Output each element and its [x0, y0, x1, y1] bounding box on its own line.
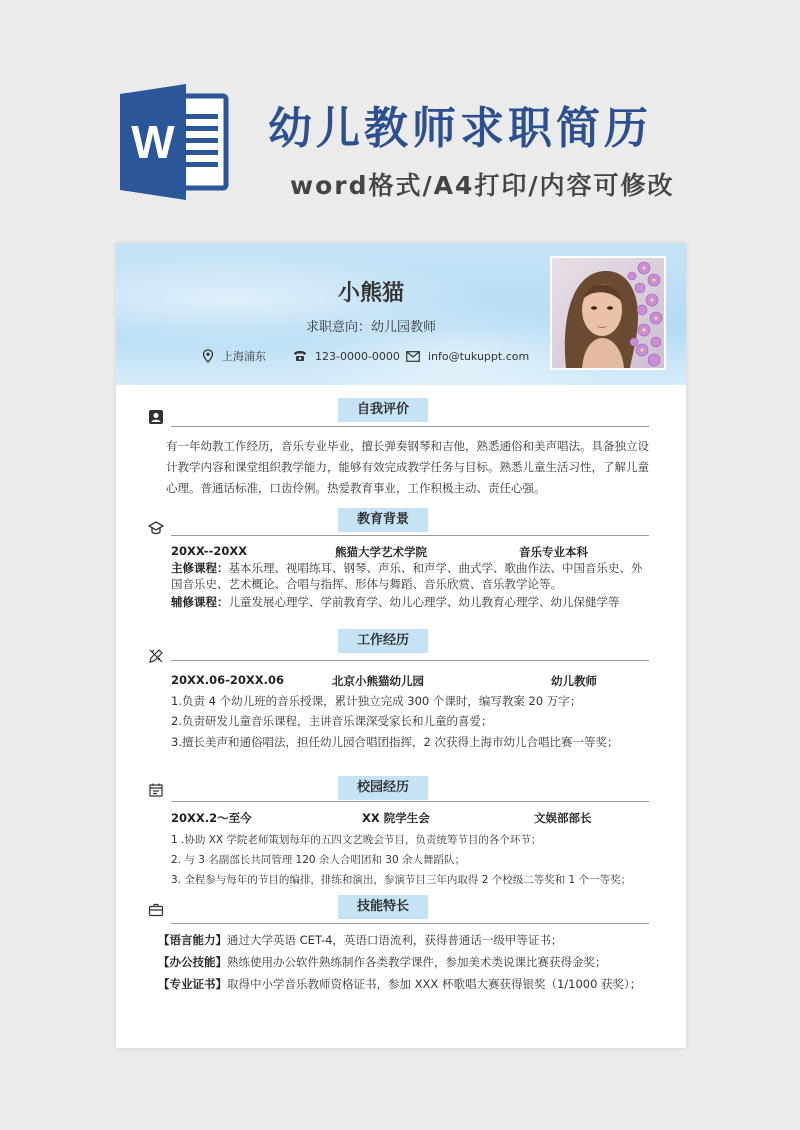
campus-role: 文娱部部长	[534, 811, 592, 825]
main-courses-label: 主修课程：	[171, 561, 229, 575]
skill-label: 【办公技能】	[158, 955, 227, 969]
work-item: 3.擅长美声和通俗唱法，担任幼儿园合唱团指挥，2 次获得上海市幼儿合唱比赛一等奖；	[171, 735, 619, 749]
word-letter: W	[131, 116, 175, 168]
campus-item: 3. 全程参与每年的节目的编排，排练和演出，参演节目三年内取得 2 个校级二等奖和 1 个一等奖；	[171, 874, 632, 886]
contact-email[interactable]	[406, 347, 529, 365]
section-divider	[171, 923, 649, 924]
section-title-education: 教育背景	[338, 508, 428, 532]
skill-label: 【语言能力】	[158, 933, 227, 947]
section-title-skills: 技能特长	[338, 895, 428, 919]
email-text[interactable]: info@tukuppt.com	[428, 349, 530, 363]
campus-period: 20XX.2～至今	[171, 811, 252, 825]
word-app-icon	[118, 82, 238, 202]
campus-item: 2. 与 3 名副部长共同管理 120 余人合唱团和 30 余人舞蹈队；	[171, 854, 465, 866]
phone-icon	[293, 350, 307, 362]
skill-item	[158, 932, 562, 948]
section-title-work: 工作经历	[338, 629, 428, 653]
skill-text: 通过大学英语 CET-4，英语口语流利，获得普通话一级甲等证书；	[227, 933, 563, 947]
campus-org: XX 院学生会	[362, 811, 430, 825]
skill-text: 熟练使用办公软件熟练制作各类教学课件，参加美术类说课比赛获得金奖；	[227, 955, 607, 969]
section-divider	[171, 801, 649, 802]
work-role: 幼儿教师	[551, 674, 597, 688]
section-divider	[171, 426, 649, 427]
edu-main-courses	[171, 560, 643, 576]
edu-main-courses-cont: 国音乐史、艺术概论、合唱与指挥、形体与舞蹈、音乐欣赏、音乐教学论等。	[171, 577, 562, 591]
campus-item: 1 .协助 XX 学院老师策划每年的五四文艺晚会节目，负责统筹节目的各个环节；	[171, 834, 542, 846]
self-line: 计教学内容和课堂组织教学能力，能够有效完成教学任务与目标。熟悉儿童生活习性，了解儿童	[166, 460, 649, 474]
self-evaluation	[166, 436, 654, 499]
resume-sheet	[116, 243, 686, 1048]
location-text: 上海浦东	[222, 350, 266, 363]
work-company: 北京小熊猫幼儿园	[332, 674, 424, 688]
section-divider	[171, 660, 649, 661]
graduation-cap-icon	[148, 520, 164, 536]
edu-school: 熊猫大学艺术学院	[335, 545, 427, 559]
self-line: 心理。普通话标准，口齿伶俐。热爱教育事业，工作积极主动、责任心强。	[166, 481, 546, 495]
pencil-ruler-icon	[148, 648, 164, 664]
skill-label: 【专业证书】	[158, 977, 227, 991]
work-period: 20XX.06-20XX.06	[171, 673, 284, 687]
banner-subtitle: word格式/A4打印/内容可修改	[290, 171, 675, 200]
calendar-icon	[148, 782, 164, 798]
section-title-campus: 校园经历	[338, 776, 428, 800]
briefcase-icon	[148, 902, 164, 918]
banner-title: 幼儿教师求职简历	[268, 103, 652, 154]
location-pin-icon	[202, 349, 214, 363]
skill-text: 取得中小学音乐教师资格证书，参加 XXX 杯歌唱大赛获得银奖（1/1000 获奖）；	[227, 977, 642, 991]
resume-header	[116, 243, 686, 385]
phone-text: 123-0000-0000	[315, 349, 400, 363]
job-objective: 求职意向：幼儿园教师	[305, 320, 436, 335]
contact-phone	[293, 347, 400, 365]
minor-courses-text: 儿童发展心理学、学前教育学、幼儿心理学、幼儿教育心理学、幼儿保健学等	[228, 595, 620, 609]
self-line: 有一年幼教工作经历，音乐专业毕业，擅长弹奏钢琴和吉他，熟悉通俗和美声唱法。具备独立设	[166, 439, 649, 453]
skill-item	[158, 976, 641, 992]
edu-minor-courses	[171, 594, 620, 610]
profile-photo	[550, 256, 666, 370]
portrait-image	[552, 258, 664, 368]
candidate-name: 小熊猫	[337, 281, 404, 306]
edu-period: 20XX--20XX	[171, 544, 248, 558]
main-courses-text: 基本乐理、视唱练耳、钢琴、声乐、和声学、曲式学、歌曲作法、中国音乐史、外	[228, 561, 643, 575]
id-card-icon	[148, 409, 164, 425]
section-divider	[171, 535, 649, 536]
work-item: 1.负责 4 个幼儿班的音乐授课，累计独立完成 300 个课时，编写教案 20 万字；	[171, 694, 582, 708]
minor-courses-label: 辅修课程：	[171, 595, 229, 609]
mail-icon	[406, 351, 420, 362]
contact-location	[202, 347, 266, 365]
section-title-self: 自我评价	[338, 398, 428, 422]
skill-item	[158, 954, 607, 970]
edu-major: 音乐专业本科	[519, 545, 588, 559]
work-item: 2.负责研发儿童音乐课程，主讲音乐课深受家长和儿童的喜爱；	[171, 714, 493, 728]
